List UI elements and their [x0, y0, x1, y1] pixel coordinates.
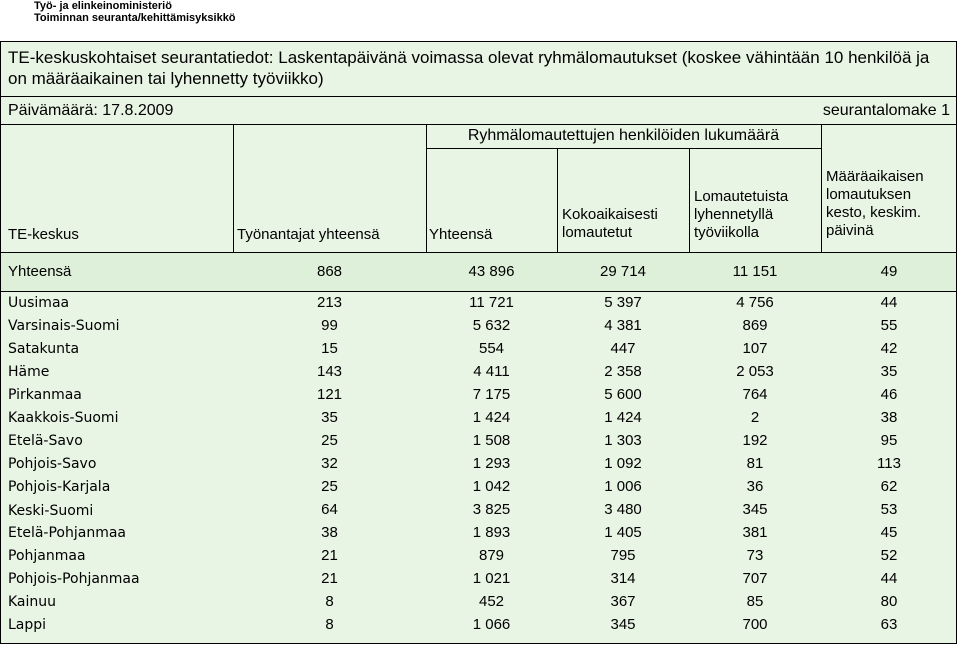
row-fulltime: 1 424	[604, 409, 642, 426]
row-name: Uusimaa	[8, 295, 70, 311]
row-duration: 44	[880, 570, 898, 587]
row-total: 4 411	[473, 363, 510, 380]
row-total: 452	[478, 593, 505, 610]
row-fulltime: 367	[610, 593, 636, 610]
row-employers: 25	[321, 478, 338, 495]
row-name: Pohjanmaa	[8, 548, 86, 564]
row-duration: 53	[880, 501, 898, 518]
row-name: Varsinais-Suomi	[8, 318, 120, 334]
col-sep-shortweek	[689, 148, 690, 252]
row-fulltime: 5 397	[604, 294, 642, 311]
table-row	[1, 499, 956, 522]
row-name: Pohjois-Pohjanmaa	[8, 571, 140, 587]
row-employers: 121	[316, 386, 343, 403]
col-header-employers: Työnantajat yhteensä	[237, 226, 380, 243]
row-total: 1 293	[472, 455, 511, 472]
table-row	[1, 338, 956, 361]
table-row	[1, 545, 956, 568]
row-fulltime: 795	[610, 547, 636, 564]
col-header-shortweek	[694, 188, 788, 242]
table-row	[1, 430, 956, 453]
row-total: 879	[478, 547, 505, 564]
row-total: 1 066	[472, 616, 511, 633]
row-shortweek: 381	[742, 524, 768, 541]
row-total: 1 893	[472, 524, 511, 541]
row-employers: 35	[321, 409, 338, 426]
row-fulltime: 1 303	[604, 432, 642, 449]
row-duration: 38	[880, 409, 898, 426]
row-employers: 143	[316, 363, 343, 380]
col-header-total: Yhteensä	[429, 226, 493, 243]
col-header-duration-line4: päivinä	[826, 222, 874, 239]
row-duration: 44	[880, 294, 898, 311]
row-total: 7 175	[472, 386, 511, 403]
row-name: Keski-Suomi	[8, 503, 94, 519]
row-name: Pohjois-Karjala	[8, 479, 111, 495]
row-name: Kaakkois-Suomi	[8, 410, 119, 426]
totals-fulltime: 29 714	[600, 263, 646, 280]
row-total: 11 721	[469, 294, 514, 311]
row-fulltime: 1 405	[604, 524, 642, 541]
totals-shortweek: 11 151	[732, 263, 778, 280]
table-row	[1, 407, 956, 430]
row-fulltime: 345	[610, 616, 636, 633]
table-row	[1, 292, 956, 315]
row-shortweek: 81	[746, 455, 764, 472]
col-sep-fulltime	[557, 148, 558, 252]
row-shortweek: 2 053	[736, 363, 774, 380]
table-row	[1, 476, 956, 499]
row-name: Etelä-Savo	[8, 433, 83, 449]
row-duration: 80	[880, 593, 898, 610]
row-duration: 63	[880, 616, 898, 633]
table-row	[1, 591, 956, 614]
col-header-duration-line3: kesto, keskim.	[826, 204, 922, 221]
col-sep-employers	[233, 124, 234, 252]
report-frame	[0, 41, 957, 644]
row-duration: 35	[880, 363, 898, 380]
col-header-shortweek-line1: Lomautetuista	[694, 188, 789, 205]
row-shortweek: 700	[742, 616, 768, 633]
row-name: Häme	[8, 364, 50, 380]
table-row	[1, 361, 956, 384]
col-header-duration	[826, 168, 924, 240]
row-name: Kainuu	[8, 594, 57, 610]
totals-total: 43 896	[468, 263, 515, 280]
col-header-fulltime-line1: Kokoaikaisesti	[562, 206, 658, 223]
totals-duration: 49	[880, 263, 898, 280]
row-shortweek: 707	[742, 570, 768, 587]
row-shortweek: 345	[742, 501, 768, 518]
row-fulltime: 447	[610, 340, 636, 357]
row-fulltime: 314	[610, 570, 636, 587]
row-name: Pirkanmaa	[8, 387, 82, 403]
row-duration: 46	[880, 386, 898, 403]
row-total: 1 508	[472, 432, 511, 449]
row-total: 554	[478, 340, 505, 357]
row-name: Lappi	[8, 617, 47, 633]
col-header-duration-line1: Määräaikaisen	[826, 168, 924, 185]
group-header-divider	[426, 148, 821, 149]
table-row	[1, 614, 956, 637]
row-employers: 15	[321, 340, 338, 357]
unit-name: Toiminnan seuranta/kehittämisyksikkö	[34, 12, 236, 24]
row-fulltime: 4 381	[604, 317, 642, 334]
row-total: 3 825	[472, 501, 511, 518]
row-duration: 113	[877, 455, 901, 472]
row-duration: 62	[880, 478, 898, 495]
row-shortweek: 4 756	[736, 294, 774, 311]
row-shortweek: 869	[742, 317, 768, 334]
report-date: Päivämäärä: 17.8.2009	[8, 102, 174, 119]
col-header-te-keskus: TE-keskus	[8, 226, 79, 243]
row-employers: 8	[325, 616, 334, 633]
table-row	[1, 568, 956, 591]
report-title: TE-keskuskohtaiset seurantatiedot: Laskentapäivänä voimassa olevat ryhmälomautukset (koskee vähintään 10 henkilöä ja on määräaikainen tai lyhennetty työviikko)	[8, 48, 930, 88]
row-shortweek: 85	[746, 593, 764, 610]
row-employers: 25	[321, 432, 338, 449]
row-fulltime: 3 480	[604, 501, 642, 518]
row-fulltime: 2 358	[604, 363, 642, 380]
row-total: 1 042	[472, 478, 511, 495]
totals-label: Yhteensä	[8, 263, 72, 280]
table-row	[1, 384, 956, 407]
row-fulltime: 1 006	[604, 478, 642, 495]
totals-row	[1, 252, 956, 292]
table-row	[1, 522, 956, 545]
row-employers: 21	[321, 547, 338, 564]
row-employers: 21	[321, 570, 338, 587]
row-duration: 55	[880, 317, 898, 334]
table-row	[1, 453, 956, 476]
group-header: Ryhmälomautettujen henkilöiden lukumäärä	[467, 127, 780, 144]
row-shortweek: 192	[742, 432, 768, 449]
row-shortweek: 36	[746, 478, 764, 495]
col-header-shortweek-line3: työviikolla	[694, 224, 760, 241]
row-duration: 95	[880, 432, 898, 449]
row-shortweek: 107	[742, 340, 768, 357]
table-row	[1, 315, 956, 338]
title-divider	[1, 96, 956, 97]
row-duration: 52	[880, 547, 898, 564]
row-name: Etelä-Pohjanmaa	[8, 525, 126, 541]
row-shortweek: 73	[746, 547, 764, 564]
row-duration: 42	[880, 340, 898, 357]
row-employers: 8	[325, 593, 334, 610]
row-fulltime: 1 092	[604, 455, 642, 472]
group-right-border	[821, 124, 822, 252]
col-header-fulltime-line2: lomautetut	[562, 224, 633, 241]
row-employers: 64	[321, 501, 338, 518]
row-employers: 38	[321, 524, 338, 541]
row-employers: 99	[321, 317, 338, 334]
col-header-fulltime	[562, 206, 658, 242]
ministry-name: Työ- ja elinkeinoministeriö	[34, 0, 172, 12]
col-header-shortweek-line2: lyhennetyllä	[694, 206, 774, 223]
form-label: seurantalomake 1	[822, 102, 950, 119]
row-shortweek: 2	[750, 409, 760, 426]
row-employers: 32	[321, 455, 338, 472]
row-shortweek: 764	[742, 386, 768, 403]
row-total: 1 021	[472, 570, 511, 587]
row-employers: 213	[316, 294, 343, 311]
row-total: 5 632	[472, 317, 511, 334]
row-name: Satakunta	[8, 341, 80, 357]
col-header-duration-line2: lomautuksen	[826, 186, 912, 203]
totals-employers: 868	[316, 263, 343, 280]
row-fulltime: 5 600	[604, 386, 642, 403]
row-total: 1 424	[472, 409, 511, 426]
row-name: Pohjois-Savo	[8, 456, 97, 472]
row-duration: 45	[880, 524, 898, 541]
